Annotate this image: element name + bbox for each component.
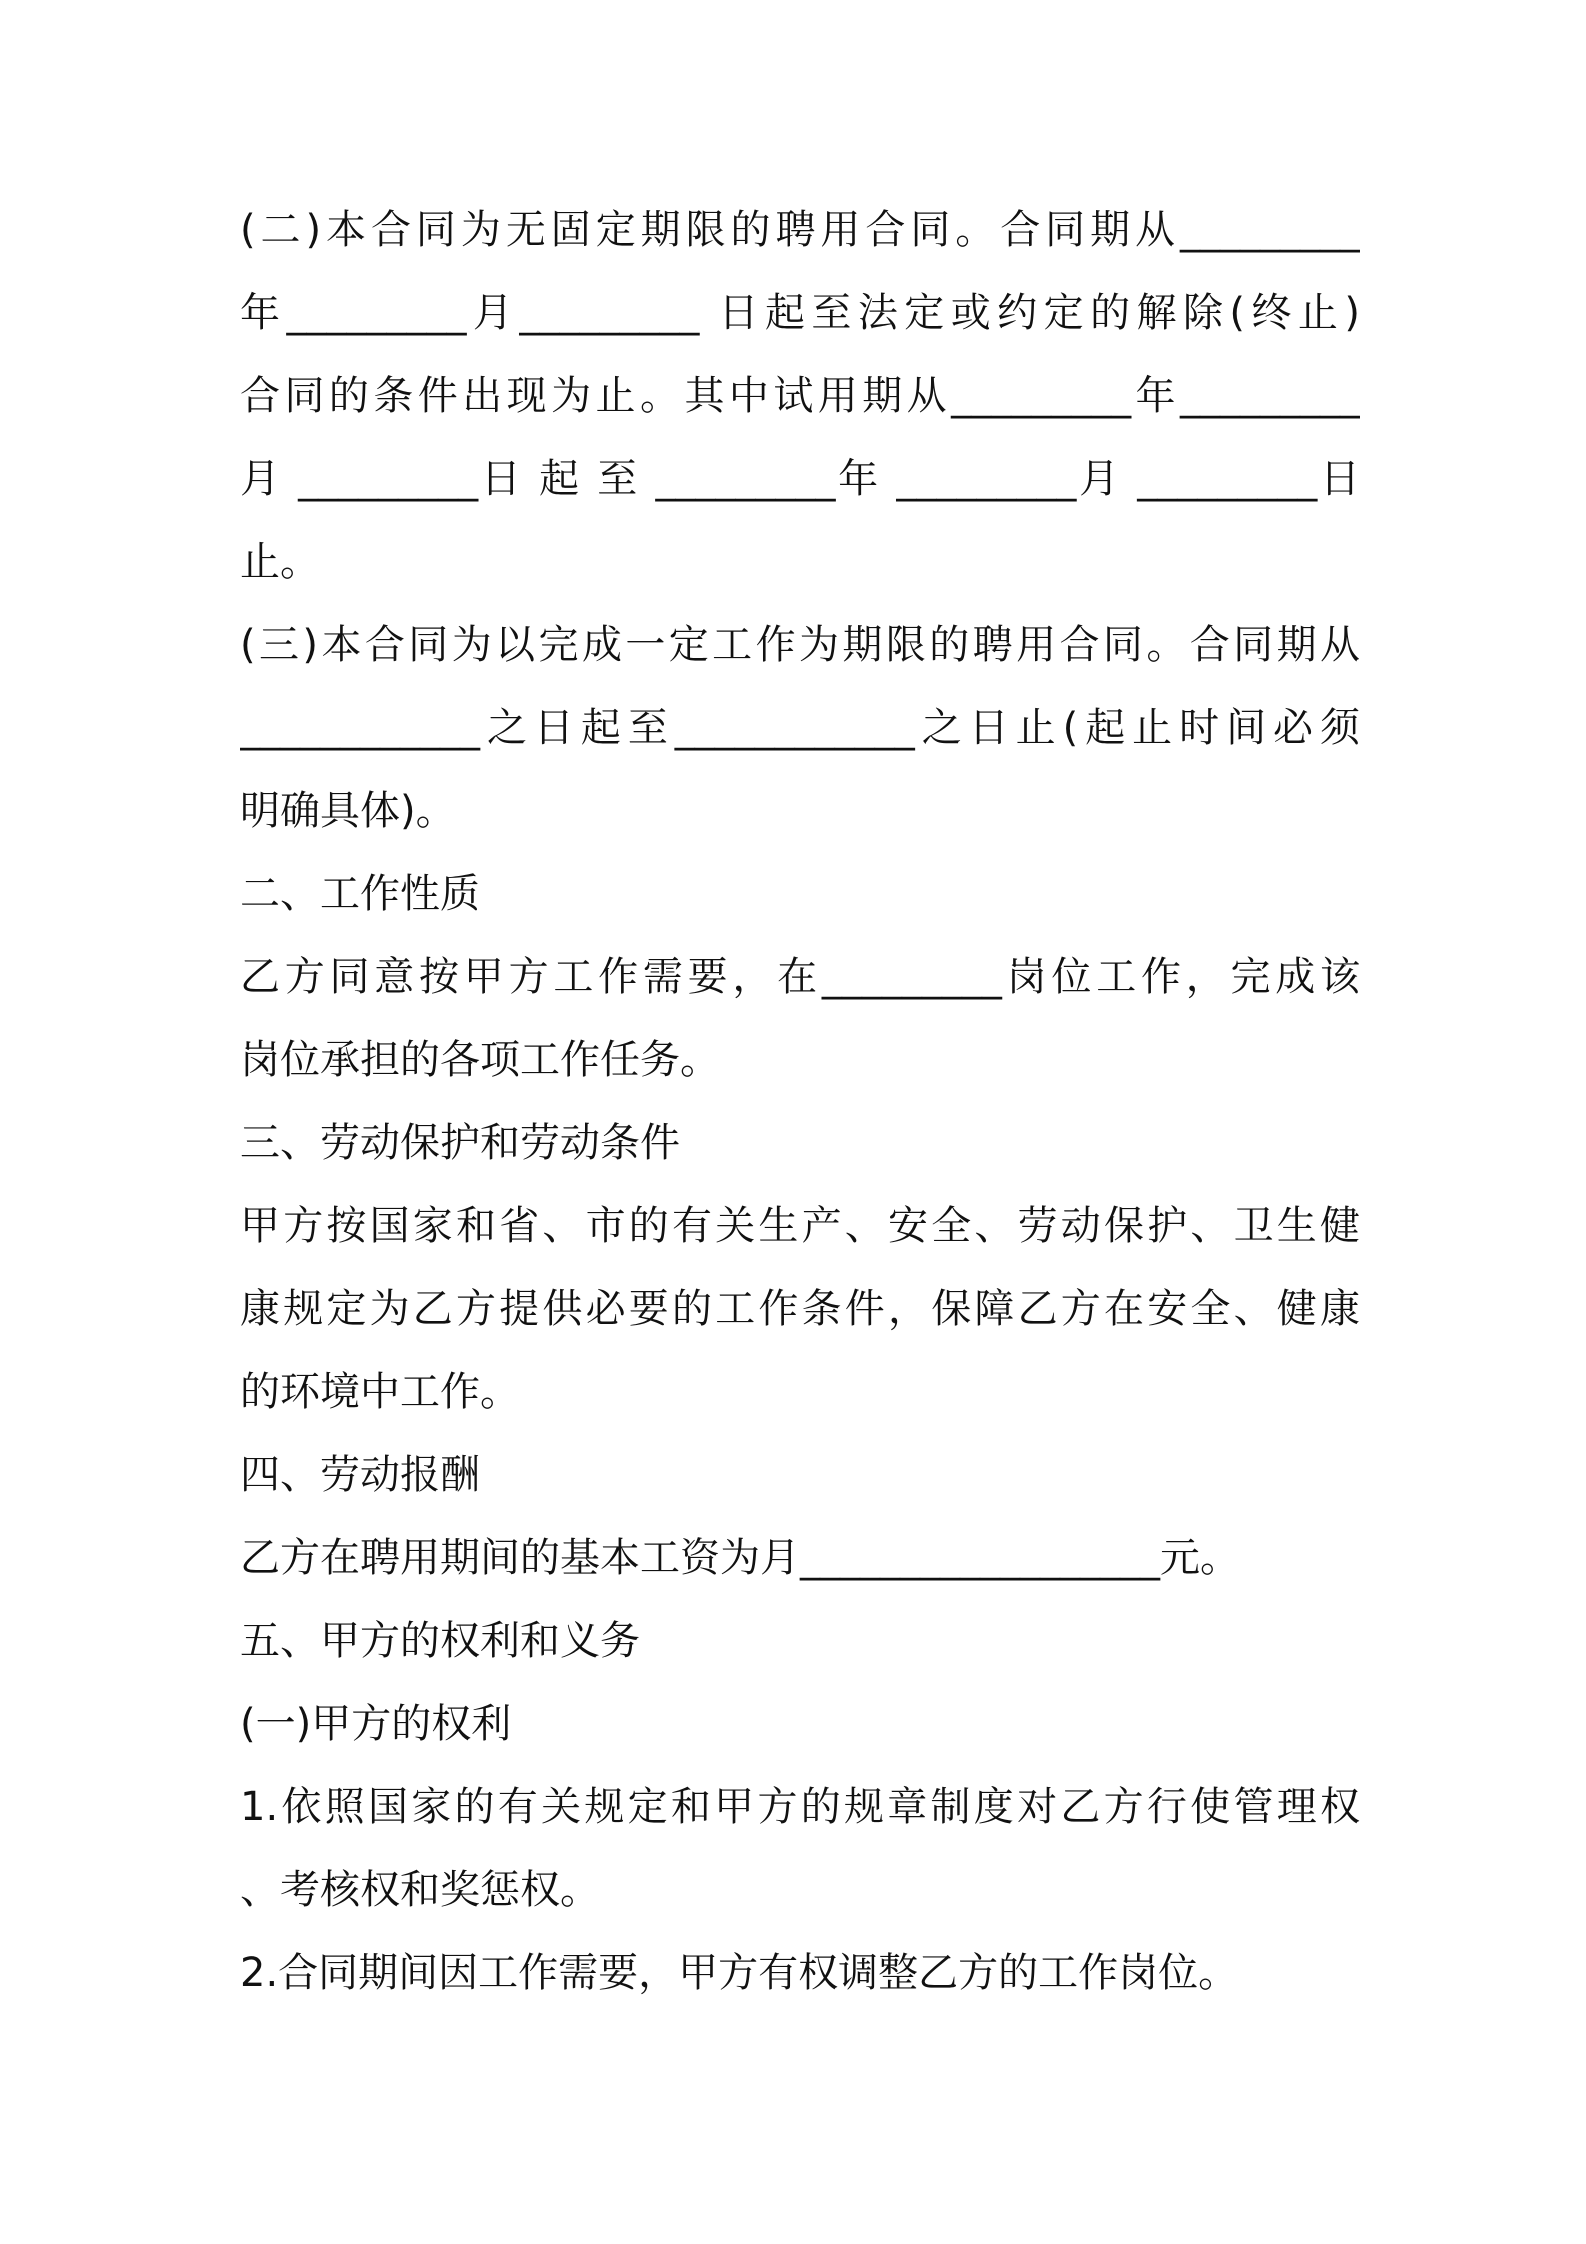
section-heading: 四、劳动报酬 [240,1452,480,1498]
section-heading: 二、工作性质 [240,871,480,917]
text-line: 明确具体)。 [240,788,456,834]
text-line: 乙方在聘用期间的基本工资为月__________________元。 [240,1535,1240,1581]
subsection-heading: (一)甲方的权利 [240,1701,512,1747]
text-line: 年_________月_________ 日起至法定或约定的解除(终止) [240,290,1360,336]
text-line: ____________之日起至____________之日止(起止时间必须 [240,705,1360,751]
text-line: 岗位承担的各项工作任务。 [240,1037,720,1083]
text-line: 2.合同期间因工作需要，甲方有权调整乙方的工作岗位。 [240,1950,1239,1996]
section-heading: 三、劳动保护和劳动条件 [240,1120,680,1166]
text-line: 乙方同意按甲方工作需要，在_________岗位工作，完成该 [240,954,1360,1000]
text-line: 甲方按国家和省、市的有关生产、安全、劳动保护、卫生健 [240,1203,1360,1249]
text-line: 、考核权和奖惩权。 [240,1867,600,1913]
text-line: (三)本合同为以完成一定工作为期限的聘用合同。合同期从 [240,622,1360,668]
text-line: 止。 [240,539,320,585]
text-line: (二)本合同为无固定期限的聘用合同。合同期从_________ [240,207,1360,253]
text-line: 合同的条件出现为止。其中试用期从_________年_________ [240,373,1360,419]
text-line: 1.依照国家的有关规定和甲方的规章制度对乙方行使管理权 [240,1784,1360,1830]
text-line: 的环境中工作。 [240,1369,520,1415]
text-line: 月 _________日 起 至 _________年 _________月 _________日 [240,456,1360,502]
section-heading: 五、甲方的权利和义务 [240,1618,640,1664]
text-line: 康规定为乙方提供必要的工作条件，保障乙方在安全、健康 [240,1286,1360,1332]
